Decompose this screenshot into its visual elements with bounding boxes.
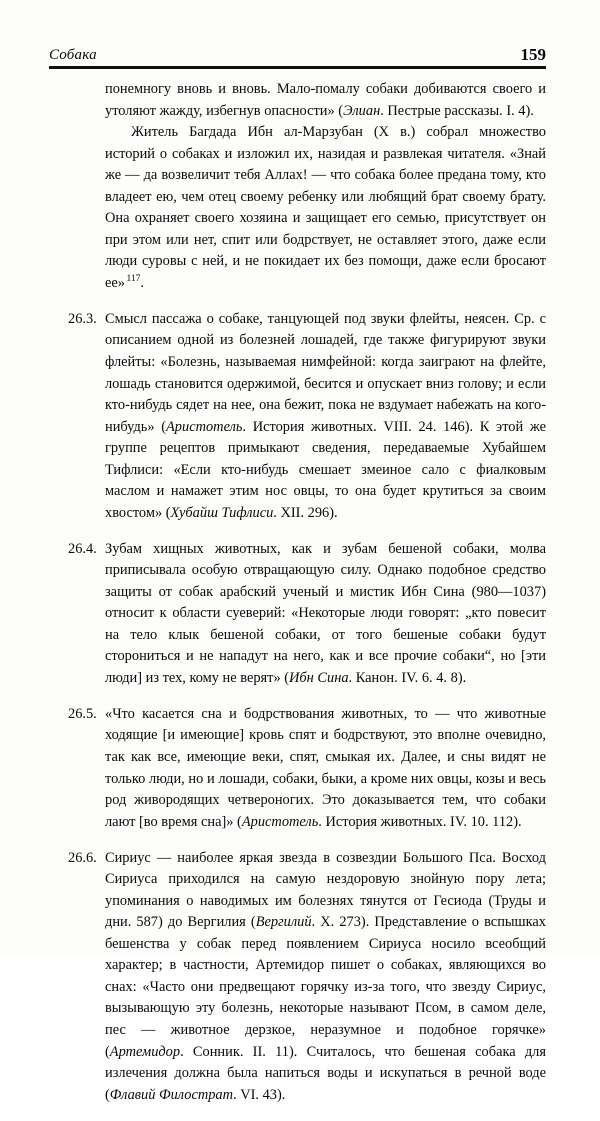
- text-block: [68, 79, 546, 1121]
- citation-author-aristotle-1: Аристотель: [166, 418, 243, 435]
- citation-author-flavius-philostratus: Флавий Филострат: [109, 1086, 234, 1103]
- citation-author-vergil: Вергилий: [255, 914, 312, 931]
- citation-author-ibn-sina: Ибн Сина: [289, 670, 349, 686]
- page-number: 159: [520, 45, 546, 64]
- section-26-6-text-4: . VI. 43).: [233, 1086, 286, 1103]
- section-26-3-text-3: . XII. 296).: [273, 504, 338, 521]
- section-26-5-text-1: «Что касается сна и бодрствования животных, то — что животные ходящие [и имеющие] кровь спят и бодрствуют, это вполне очевидно, так как все, имеющие веки, спят, смыкая их. Далее, и сны видят не только люди, но и лошади, собаки, быки, а кроме них овцы, козы и весь род живородящих четвероногих. Это доказывается тем, что собаки лают [во время сна]» (: [105, 705, 546, 830]
- section-number-26-6: 26.6.: [68, 849, 97, 866]
- section-26-5: [68, 704, 546, 833]
- section-26-4-text-2: . Канон. IV. 6. 4. 8).: [348, 670, 467, 686]
- section-26-5-text-2: . История животных. IV. 10. 112).: [318, 813, 522, 830]
- paragraph-ibn-marzuban-period: .: [140, 274, 144, 291]
- section-26-6: [68, 848, 546, 1107]
- citation-author-aristotle-2: Аристотель: [241, 813, 319, 830]
- section-26-3: [68, 309, 546, 524]
- paragraph-ibn-marzuban: [68, 122, 546, 294]
- header-rule: [49, 66, 546, 69]
- section-26-6-text-1: Сириус — наиболее яркая звезда в созвездии Большого Пса. Восход Сириуса приходился на самую нездоровую знойную пору лета; упоминания о наводимых им болезнях тянутся от Гесиода (Труды и дни. 587) до Вергилия (: [105, 849, 546, 931]
- running-head: [49, 38, 546, 64]
- paragraph-ibn-marzuban-text: Житель Багдада Ибн ал-Марзубан (X в.) собрал множество историй о собаках и изложил их, назидая и развлекая читателя. «Знай же — да возвеличит тебя Аллах! — что собака более предана тому, кто владеет ею, чем отец своему ребенку или любящий брат своему брату. Она охраняет своего хозяина и защищает его семью, присутствует он при этом или нет, спит или бодрствует, не оставляет этого, даже если люди суровы с ней, и не покидает их без помощи, даже если бросают ее»: [105, 124, 546, 291]
- section-number-26-5: 26.5.: [68, 705, 97, 722]
- footnote-marker-117[interactable]: 117: [126, 274, 141, 285]
- section-26-4-text-1: Зубам хищных животных, как и зубам бешеной собаки, молва приписывала особую отвращающую силу. Однако подобное средство защиты от собак арабский ученый и мистик Ибн Сина (980—1037) относит к области суеверий: «Некоторые люди говорят: „кто повесит на тело клык бешеной собаки, от того бешеные собаки будут сторониться и не нападут на него, как и все прочие собаки“, но [эти люди] из тех, кому не верят» (: [105, 540, 546, 686]
- section-number-26-4: 26.4.: [68, 540, 97, 557]
- section-26-6-text-3: . Сонник. II. 11). Считалось, что бешеная собака для излечения должна была напиться воды и искупаться в речной воде (: [105, 1043, 546, 1103]
- paragraph-continued: [68, 79, 546, 122]
- running-head-title: Собака: [49, 47, 97, 63]
- paragraph-continued-text-1: понемногу вновь и вновь. Мало-помалу собаки добиваются своего и утоляют жажду, избегнув опасности» (: [105, 81, 546, 119]
- section-number-26-3: 26.3.: [68, 310, 97, 327]
- section-26-3-text-1: Смысл пассажа о собаке, танцующей под звуки флейты, неясен. Ср. с описанием одной из болезней лошадей, где также фигурируют звуки флейты: «Болезнь, называемая нимфейной: когда заиграют на флейте, лошадь становится одержимой, бесится и опускает вниз голову; и если кто-нибудь сядет на нее, она бежит, пока не вздумает набежать на кого-нибудь» (: [105, 310, 546, 435]
- citation-author-artemidorus: Артемидор: [109, 1043, 181, 1060]
- section-26-6-text-2: . X. 273). Представление о вспышках бешенства у собак перед появлением Сириуса носило всеобщий характер; в частности, Артемидор пишет о собаках, являющихся во снах: «Часто они предвещают горячку из-за того, что звезду Сириус, вызывающую эту болезнь, некоторые называют Псом, в самом деле, пес — животное дерзкое, неразумное и подобное горячке» (: [105, 914, 546, 1060]
- paragraph-continued-text-2: . Пестрые рассказы. I. 4).: [380, 102, 534, 119]
- citation-author-khubaysh-tiflisi: Хубайш Тифлиси: [170, 504, 274, 521]
- citation-author-elian: Элиан: [343, 102, 381, 119]
- section-26-4: [68, 539, 546, 690]
- section-26-3-text-2: . История животных. VIII. 24. 146). К этой же группе рецептов примыкают сведения, передаваемые Хубайшем Тифлиси: «Если кто-нибудь смешает змеиное сало с фиалковым маслом и намажет этим нос овцы, то она будет крутиться за своим хвостом» (: [105, 418, 546, 521]
